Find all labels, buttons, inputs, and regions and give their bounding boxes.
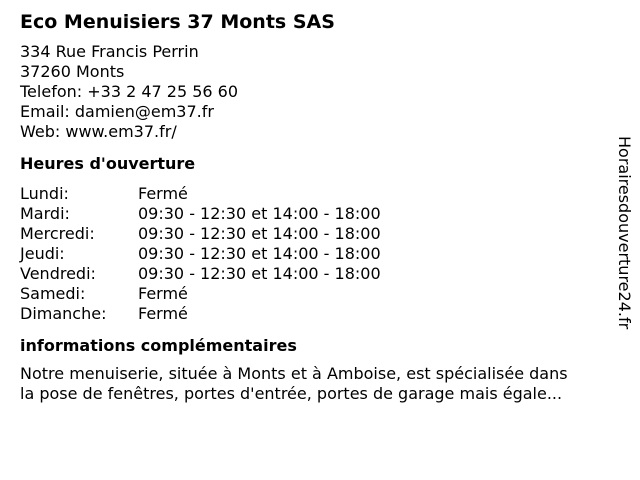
email-line: Email: damien@em37.fr [20,102,214,121]
hours-row [20,304,610,324]
day-label: Mercredi: [20,224,95,243]
web-line: Web: www.em37.fr/ [20,122,177,141]
day-label: Lundi: [20,184,69,203]
hours-heading: Heures d'ouverture [20,154,196,173]
site-watermark: Horairesdouverture24.fr [615,136,634,330]
day-hours: 09:30 - 12:30 et 14:00 - 18:00 [138,264,381,283]
hours-row [20,184,610,204]
day-hours: Fermé [138,304,188,323]
contact-block [20,42,610,142]
info-line2: la pose de fenêtres, portes d'entrée, portes de garage mais égale... [20,384,563,403]
info-paragraph [20,364,620,404]
hours-row [20,244,610,264]
address-line1: 334 Rue Francis Perrin [20,42,199,61]
day-hours: Fermé [138,184,188,203]
address-line2: 37260 Monts [20,62,125,81]
hours-row [20,204,610,224]
hours-table [20,184,610,324]
info-heading: informations complémentaires [20,336,297,355]
day-label: Dimanche: [20,304,107,323]
hours-row [20,264,610,284]
business-name: Eco Menuisiers 37 Monts SAS [20,11,335,33]
info-line1: Notre menuiserie, située à Monts et à Amboise, est spécialisée dans [20,364,568,383]
business-card [20,10,610,404]
day-label: Samedi: [20,284,86,303]
hours-row [20,284,610,304]
day-label: Mardi: [20,204,70,223]
day-label: Jeudi: [20,244,65,263]
day-hours: 09:30 - 12:30 et 14:00 - 18:00 [138,204,381,223]
hours-row [20,224,610,244]
day-hours: Fermé [138,284,188,303]
day-hours: 09:30 - 12:30 et 14:00 - 18:00 [138,244,381,263]
phone-line: Telefon: +33 2 47 25 56 60 [20,82,239,101]
day-label: Vendredi: [20,264,96,283]
day-hours: 09:30 - 12:30 et 14:00 - 18:00 [138,224,381,243]
